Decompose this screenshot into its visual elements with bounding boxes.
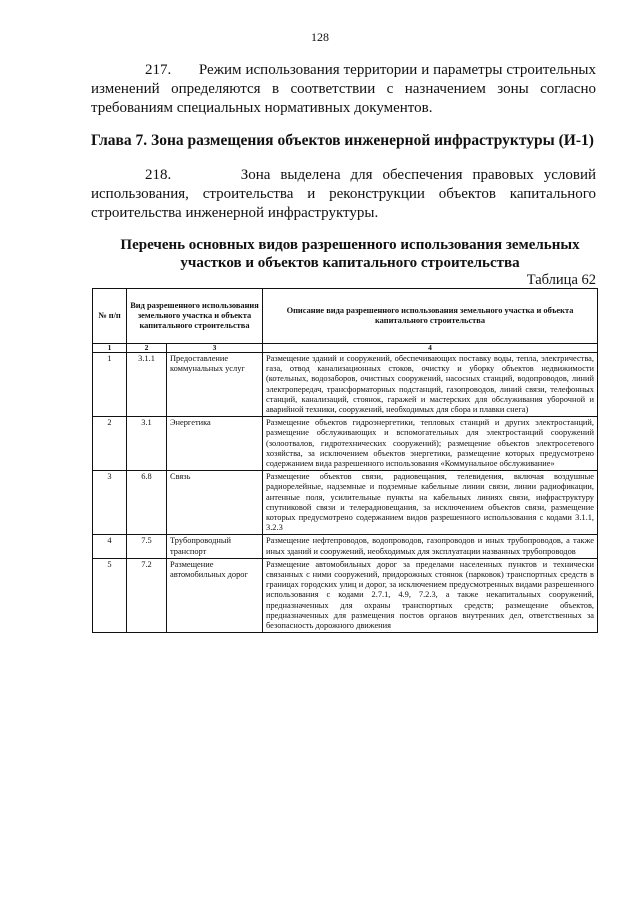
page-number: 128	[311, 30, 329, 44]
use-name: Предоставление коммунальных услуг	[167, 353, 263, 417]
use-code: 3.1	[127, 417, 167, 471]
paragraph-217	[91, 61, 596, 118]
row-number: 3	[93, 471, 127, 535]
table-row	[93, 471, 598, 535]
use-description: Размещение автомобильных дорог за пределами населенных пунктов и технически связанных с ними сооружений, придорожных стоянок (парковок) транспортных средств в границах городских улиц и дорог, за исключением предусмотренных видами разрешенного использования с кодами 2.7.1, 4.9, 7.2.3, а также некапитальных сооружений, предназначенных для охраны транспортных средств; размещение объектов, предназначенных для размещения постов органов внутренних дел, ответственных за безопасность дорожного движения	[263, 558, 598, 632]
index-cell: 4	[263, 344, 598, 353]
table-label: Таблица 62	[526, 272, 596, 288]
use-name: Трубопроводный транспорт	[167, 535, 263, 558]
use-description: Размещение нефтепроводов, водопроводов, газопроводов и иных трубопроводов, а также иных зданий и сооружений, необходимых для эксплуатации названных трубопроводов	[263, 535, 598, 558]
table-row	[93, 558, 598, 632]
index-cell: 1	[93, 344, 127, 353]
row-number: 2	[93, 417, 127, 471]
use-code: 7.5	[127, 535, 167, 558]
use-code: 3.1.1	[127, 353, 167, 417]
paragraph-218-number: 218.	[145, 167, 172, 183]
use-code: 6.8	[127, 471, 167, 535]
header-use-type: Вид разрешенного использования земельного участка и объекта капитального строительства	[127, 289, 263, 344]
table-row	[93, 417, 598, 471]
land-use-table	[92, 288, 598, 633]
use-description: Размещение объектов гидроэнергетики, тепловых станций и других электростанций, размещение обслуживающих и вспомогательных для электростанций сооружений (золоотвалов, гидротехнических сооружений); размещение объектов электросетевого хозяйства, за исключением объектов энергетики, размещение которых предусмотрено содержанием вида разрешенного использования «Коммунальное обслуживание»	[263, 417, 598, 471]
use-description: Размещение объектов связи, радиовещания, телевидения, включая воздушные радиорелейные, надземные и подземные кабельные линии связи, линии радиофикации, антенные поля, усилительные пункты на кабельных линиях связи, инфраструктуру спутниковой связи и телерадиовещания, за исключением объектов связи, размещение которых предусмотрено содержанием видов разрешенного использования с кодами 3.1.1, 3.2.3	[263, 471, 598, 535]
use-description: Размещение зданий и сооружений, обеспечивающих поставку воды, тепла, электричества, газа, отвод канализационных стоков, очистку и уборку объектов недвижимости (котельных, водозаборов, очистных сооружений, насосных станций, водопроводов, линий электропередач, трансформаторных подстанций, газопроводов, линий связи, телефонных станций, канализаций, стоянок, гаражей и мастерских для обслуживания уборочной и аварийной техники, сооружений, необходимых для сбора и плавки снега)	[263, 353, 598, 417]
use-code: 7.2	[127, 558, 167, 632]
header-num: № п/п	[93, 289, 127, 344]
table-row	[93, 535, 598, 558]
use-name: Связь	[167, 471, 263, 535]
list-title: Перечень основных видов разрешенного использования земельных участков и объектов капитального строительства	[120, 237, 580, 271]
row-number: 4	[93, 535, 127, 558]
row-number: 1	[93, 353, 127, 417]
row-number: 5	[93, 558, 127, 632]
table-row	[93, 353, 598, 417]
index-cell: 2	[127, 344, 167, 353]
index-cell: 3	[167, 344, 263, 353]
paragraph-218	[91, 166, 596, 223]
use-name: Энергетика	[167, 417, 263, 471]
chapter-title: Глава 7. Зона размещения объектов инженерной инфраструктуры (И-1)	[91, 132, 594, 149]
use-name: Размещение автомобильных дорог	[167, 558, 263, 632]
header-description: Описание вида разрешенного использования земельного участка и объекта капитального строительства	[263, 289, 598, 344]
paragraph-218-text: Зона выделена для обеспечения правовых условий использования, строительства и реконструкции объектов капитального строительства инженерной инфраструктуры.	[91, 167, 596, 221]
paragraph-217-number: 217.	[145, 62, 172, 78]
paragraph-217-text: Режим использования территории и параметры строительных изменений определяются в соответствии с назначением зоны согласно требованиям специальных нормативных документов.	[91, 62, 596, 116]
